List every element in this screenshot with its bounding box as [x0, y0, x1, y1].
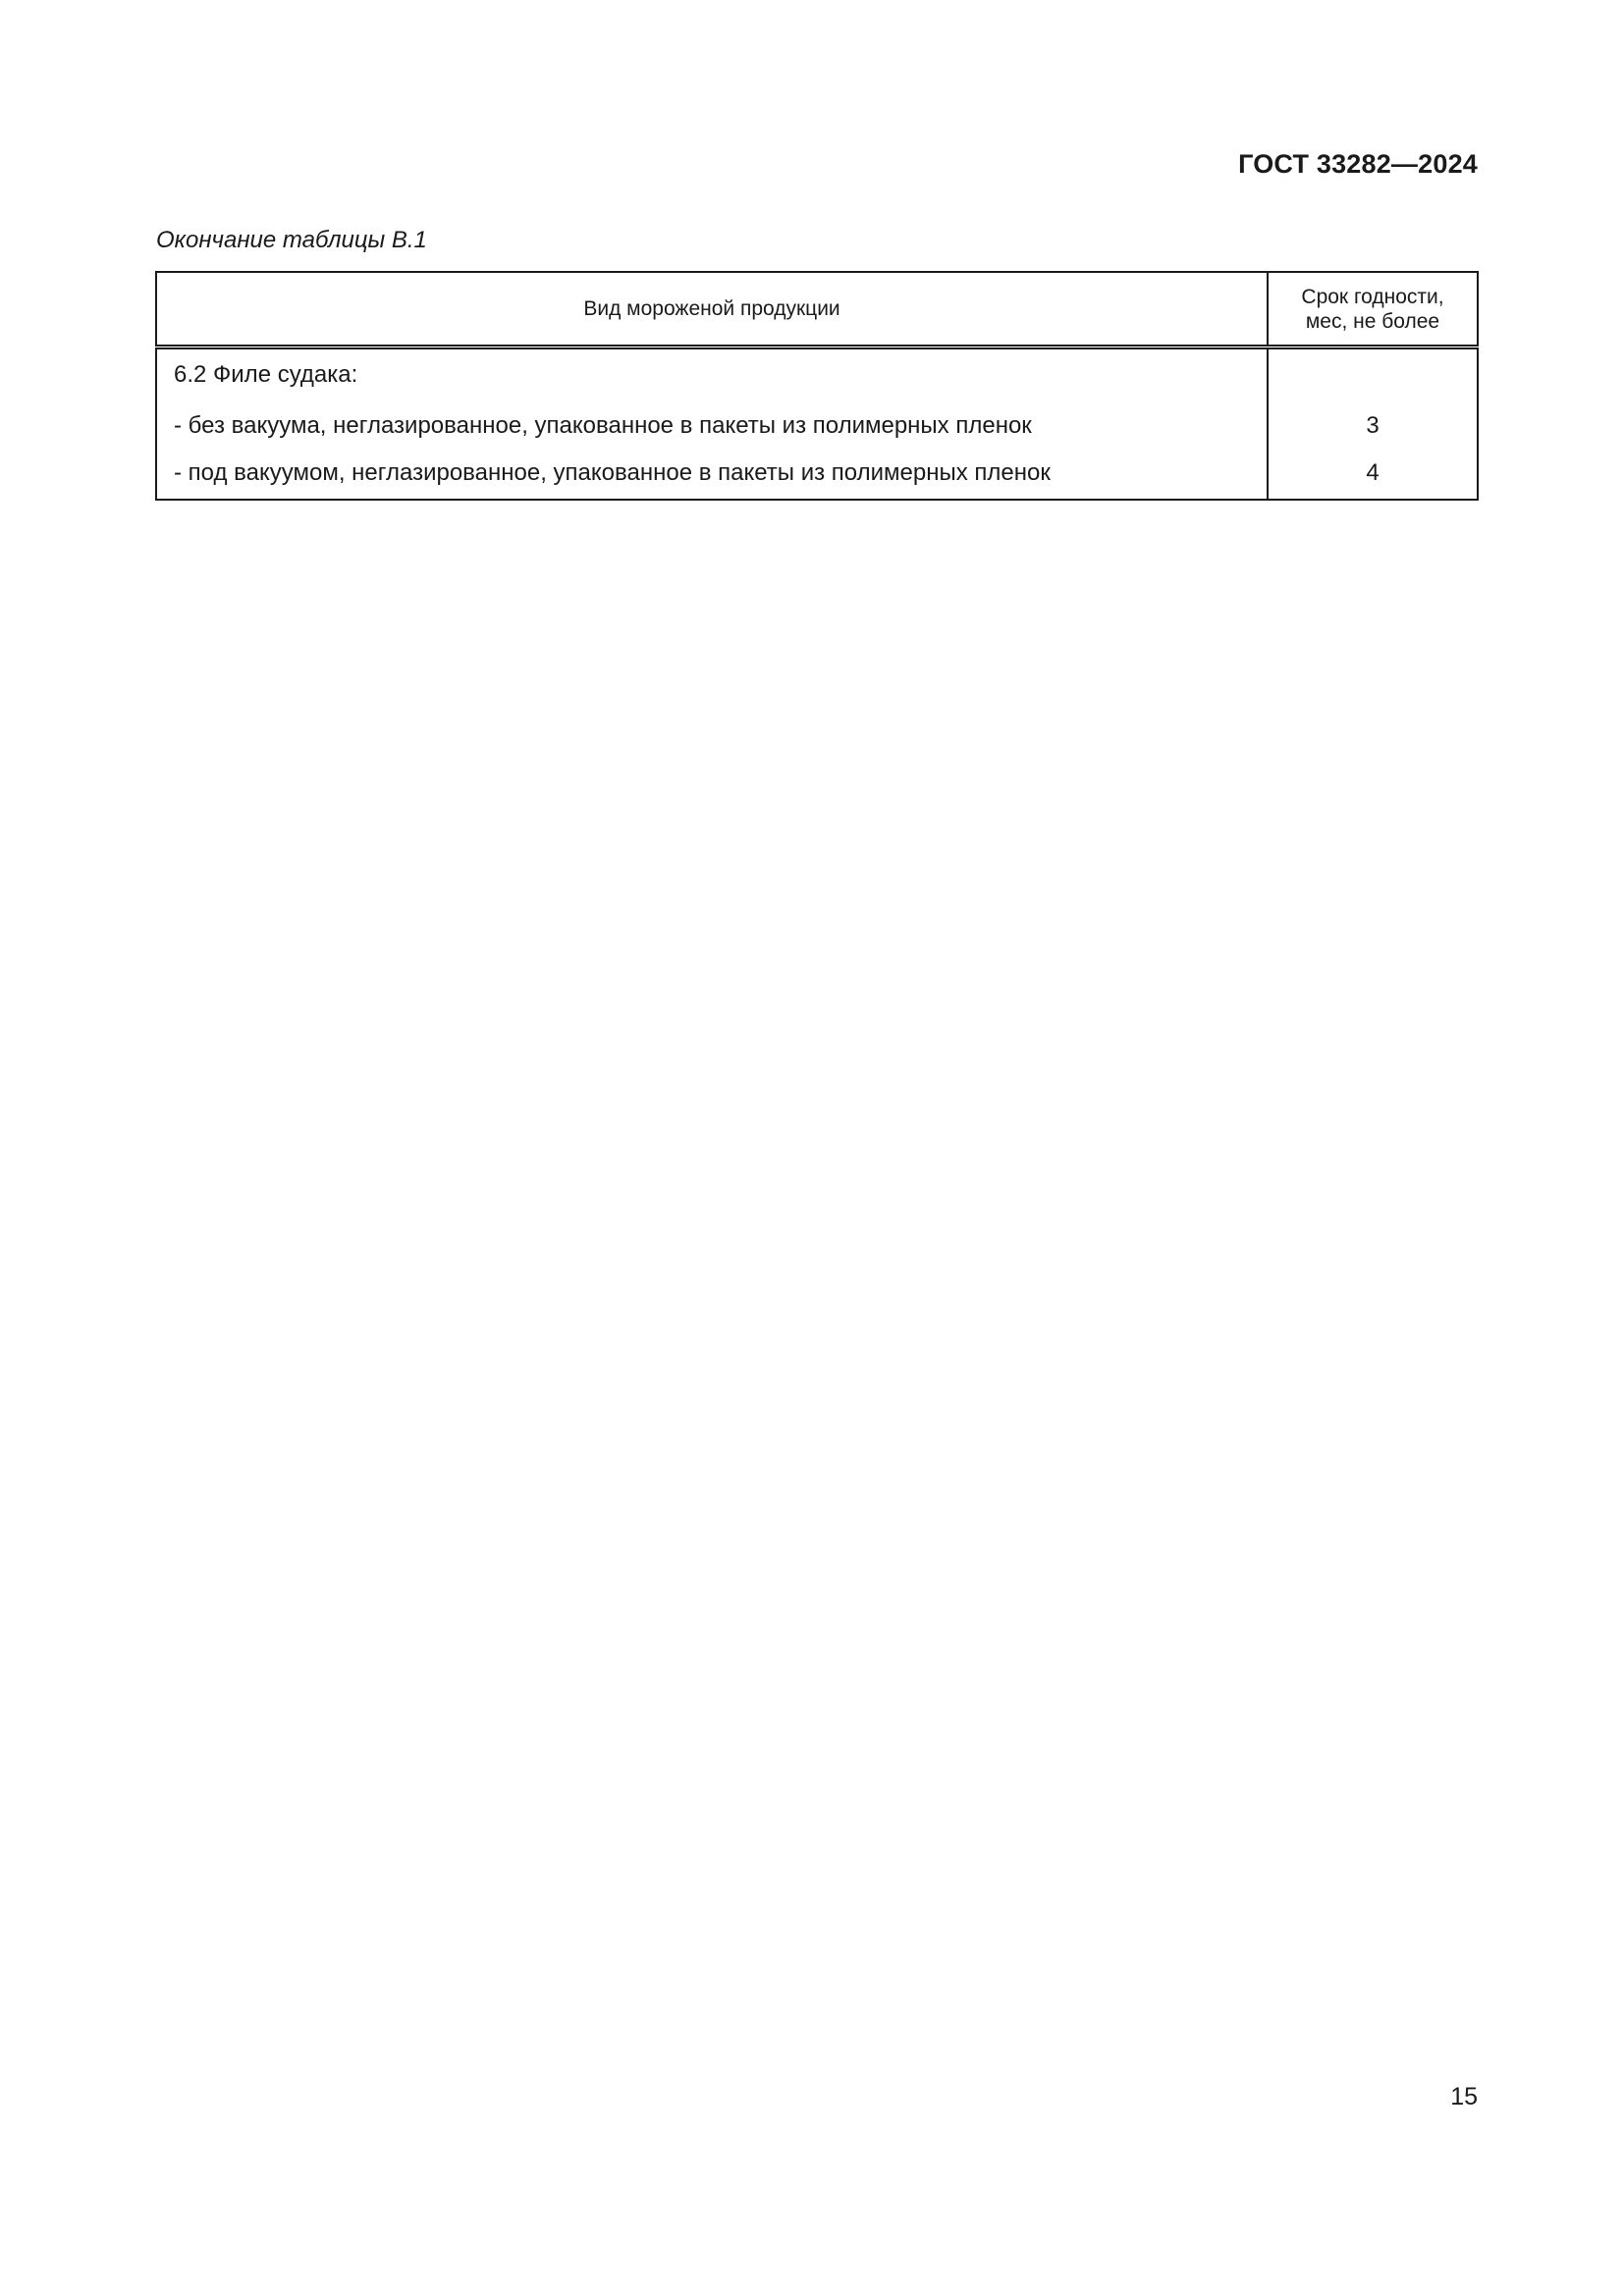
table-row — [156, 347, 1478, 501]
column-header-shelf-life-line-1: Срок годности, — [1301, 285, 1444, 308]
product-cell — [156, 347, 1268, 501]
row-value — [1269, 349, 1477, 400]
shelf-life-cell — [1268, 347, 1478, 501]
row-label: - без вакуума, неглазированное, упакованное в пакеты из полимерных пленок — [174, 412, 1032, 439]
column-header-shelf-life — [1268, 272, 1478, 347]
page-number: 15 — [1450, 2083, 1478, 2110]
row-value: 3 — [1366, 412, 1380, 439]
column-header-product: Вид мороженой продукции — [156, 272, 1268, 347]
table-header-row — [156, 272, 1478, 347]
shelf-life-table — [155, 271, 1479, 501]
row-label: - под вакуумом, неглазированное, упакованное в пакеты из полимерных пленок — [174, 459, 1051, 486]
row-label: 6.2 Филе судака: — [174, 361, 358, 388]
document-code: ГОСТ 33282—2024 — [1238, 149, 1478, 179]
row-value: 4 — [1366, 459, 1380, 486]
column-header-shelf-life-line-2: мес, не более — [1305, 309, 1440, 333]
table-caption: Окончание таблицы В.1 — [156, 227, 427, 253]
